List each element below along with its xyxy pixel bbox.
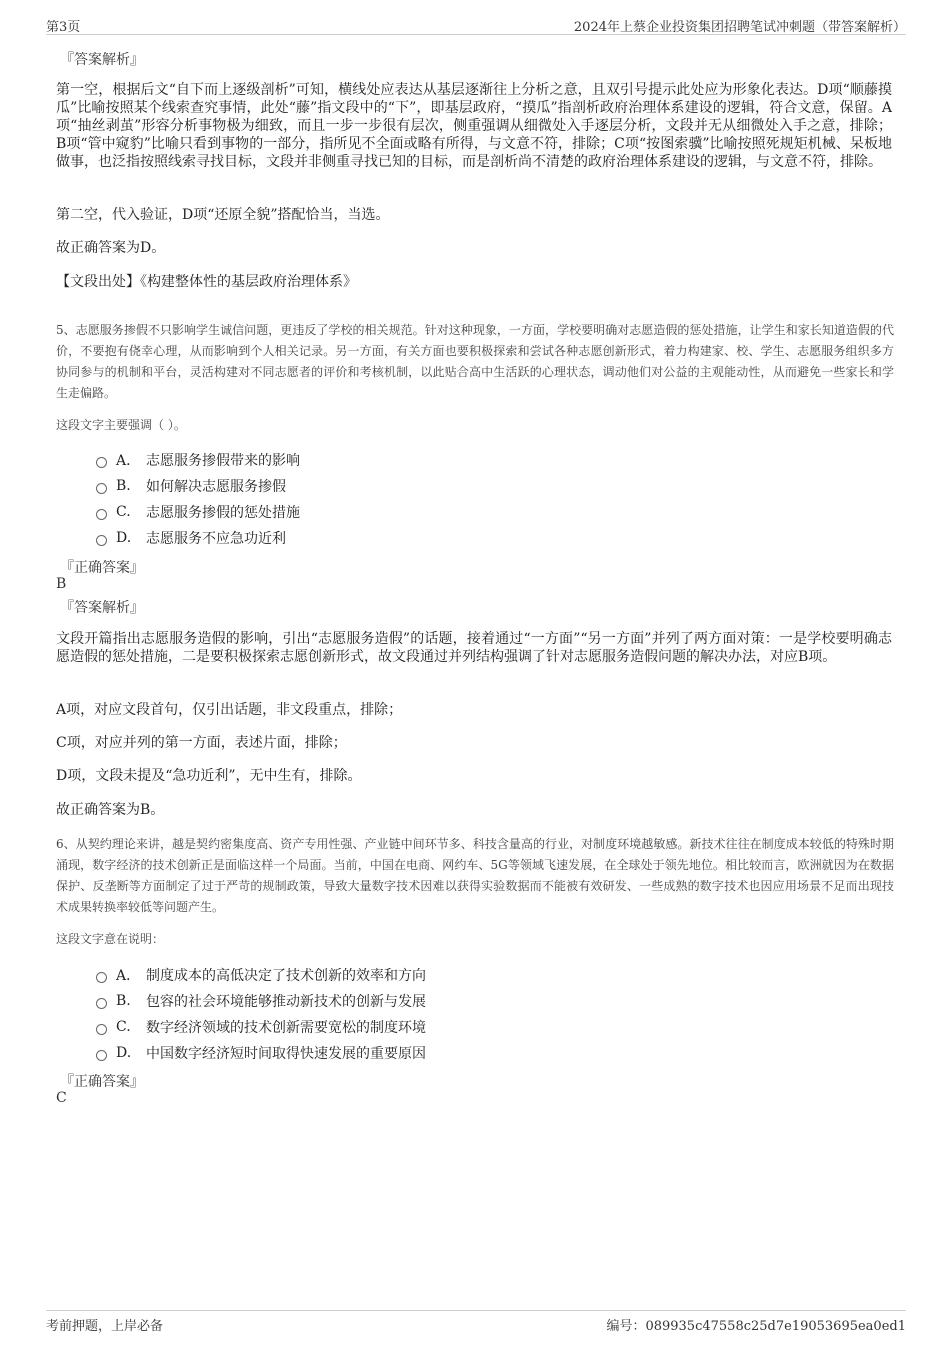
page-number: 第3页 bbox=[46, 20, 81, 35]
question-prompt: 这段文字意在说明： bbox=[56, 932, 165, 946]
question-stem: 5、志愿服务掺假不只影响学生诚信问题，更违反了学校的相关规范。针对这种现象，一方面，学校要明确对志愿造假的惩处措施，让学生和家长知道造假的代价，不要抱有侥幸心理，从而影响到个人相关记录。另一方面，有关方面也要积极探索和尝试各种志愿创新形式，着力构建家、校、学生、志愿服务组织多方协同参与的机制和平台，灵活构建对不同志愿者的评价和考核机制，以此贴合高中生活跃的心理状态，调动他们对公益的主观能动性，从而避免一些家长和学生走偏路。 bbox=[56, 323, 894, 400]
analysis-label: 『答案解析』 bbox=[60, 600, 144, 616]
analysis-paragraph: 第一空，根据后文“自下而上逐级剖析”可知，横线处应表达从基层逐渐往上分析之意，且双引号提示此处应为形象化表达。D项“顺藤摸瓜”比喻按照某个线索查究事情，此处“藤”指文段中的“下”，即基层政府，“摸瓜”指剖析政府治理体系建设的逻辑，符合文意，保留。A项“抽丝剥茧”形容分析事物极为细致，而且一步一步很有层次，侧重强调从细微处入手逐层分析，文段并无从细微处入手之意，排除；B项“管中窥豹”比喻只看到事物的一部分，指所见不全面或略有所得，与文意不符，排除；C项“按图索骥”比喻按照死规矩机械、呆板地做事，也泛指按照线索寻找目标，文段并非侧重寻找已知的目标，而是剖析尚不清楚的政府治理体系建设的逻辑，与文意不符，排除。 bbox=[56, 82, 892, 170]
option-key: D. bbox=[116, 1045, 132, 1061]
radio-icon[interactable] bbox=[96, 535, 107, 546]
analysis-paragraph: 文段开篇指出志愿服务造假的影响，引出“志愿服务造假”的话题，接着通过“一方面”“另一方面”并列了两方面对策：一是学校要明确志愿造假的惩处措施，二是要积极探索志愿创新形式，故文段通过并列结构强调了针对志愿服务造假问题的解决办法，对应B项。 bbox=[56, 631, 892, 665]
question-stem: 6、从契约理论来讲，越是契约密集度高、资产专用性强、产业链中间环节多、科技含量高的行业，对制度环境越敏感。新技术往往在制度成本较低的特殊时期涌现，数字经济的技术创新正是面临这样一个局面。当前，中国在电商、网约车、5G等领域飞速发展，在全球处于领先地位。相比较而言，欧洲就因为在数据保护、反垄断等方面制定了过于严苛的规制政策，导致大量数字技术因难以获得实验数据而不能被有效研发、一些成熟的数字技术也因应用场景不足而出现技术成果转换率较低等问题产生。 bbox=[56, 837, 894, 914]
analysis-paragraph: 第二空，代入验证，D项“还原全貌”搭配恰当，当选。 bbox=[56, 207, 390, 223]
option-text: 数字经济领域的技术创新需要宽松的制度环境 bbox=[146, 1020, 426, 1036]
analysis-paragraph: A项，对应文段首句，仅引出话题，非文段重点，排除； bbox=[56, 702, 403, 718]
option-key: A． bbox=[116, 968, 141, 984]
option-d[interactable] bbox=[96, 1043, 426, 1063]
option-key: B. bbox=[116, 993, 131, 1009]
option-text: 制度成本的高低决定了技术创新的效率和方向 bbox=[146, 968, 426, 984]
correct-answer: C bbox=[56, 1090, 67, 1106]
correct-answer-label: 『正确答案』 bbox=[60, 560, 144, 576]
option-text: 如何解决志愿服务掺假 bbox=[146, 479, 286, 495]
option-text: 志愿服务不应急功近利 bbox=[146, 531, 286, 547]
correct-answer: B bbox=[56, 576, 67, 592]
option-c[interactable] bbox=[96, 502, 300, 522]
correct-answer-label: 『正确答案』 bbox=[60, 1074, 144, 1090]
option-key: B. bbox=[116, 478, 131, 494]
radio-icon[interactable] bbox=[96, 509, 107, 520]
source-reference: 【文段出处】《构建整体性的基层政府治理体系》 bbox=[56, 274, 357, 290]
option-a[interactable] bbox=[96, 450, 300, 470]
option-text: 志愿服务掺假带来的影响 bbox=[146, 453, 300, 469]
analysis-conclusion: 故正确答案为B。 bbox=[56, 802, 165, 818]
radio-icon[interactable] bbox=[96, 998, 107, 1009]
document-title: 2024年上蔡企业投资集团招聘笔试冲刺题（带答案解析） bbox=[573, 20, 906, 35]
option-text: 包容的社会环境能够推动新技术的创新与发展 bbox=[146, 994, 426, 1010]
question-prompt: 这段文字主要强调（ ）。 bbox=[56, 418, 186, 432]
option-d[interactable] bbox=[96, 528, 286, 548]
option-a[interactable] bbox=[96, 965, 426, 985]
option-key: C. bbox=[116, 504, 131, 520]
radio-icon[interactable] bbox=[96, 1050, 107, 1061]
radio-icon[interactable] bbox=[96, 457, 107, 468]
analysis-paragraph: D项，文段未提及“急功近利”，无中生有，排除。 bbox=[56, 768, 362, 784]
page-footer bbox=[46, 1310, 906, 1333]
analysis-conclusion: 故正确答案为D。 bbox=[56, 240, 166, 256]
document-id: 编号：089935c47558c25d7e19053695ea0ed1 bbox=[606, 1319, 906, 1334]
analysis-paragraph: C项，对应并列的第一方面，表述片面，排除； bbox=[56, 735, 347, 751]
analysis-label: 『答案解析』 bbox=[60, 52, 144, 68]
option-text: 志愿服务掺假的惩处措施 bbox=[146, 505, 300, 521]
option-c[interactable] bbox=[96, 1017, 426, 1037]
option-b[interactable] bbox=[96, 991, 426, 1011]
footer-slogan: 考前押题，上岸必备 bbox=[46, 1319, 164, 1334]
option-key: A． bbox=[116, 453, 141, 469]
page-header bbox=[46, 14, 906, 35]
option-key: C. bbox=[116, 1019, 131, 1035]
option-text: 中国数字经济短时间取得快速发展的重要原因 bbox=[146, 1046, 426, 1062]
radio-icon[interactable] bbox=[96, 972, 107, 983]
option-b[interactable] bbox=[96, 476, 286, 496]
radio-icon[interactable] bbox=[96, 1024, 107, 1035]
option-key: D. bbox=[116, 530, 132, 546]
radio-icon[interactable] bbox=[96, 483, 107, 494]
